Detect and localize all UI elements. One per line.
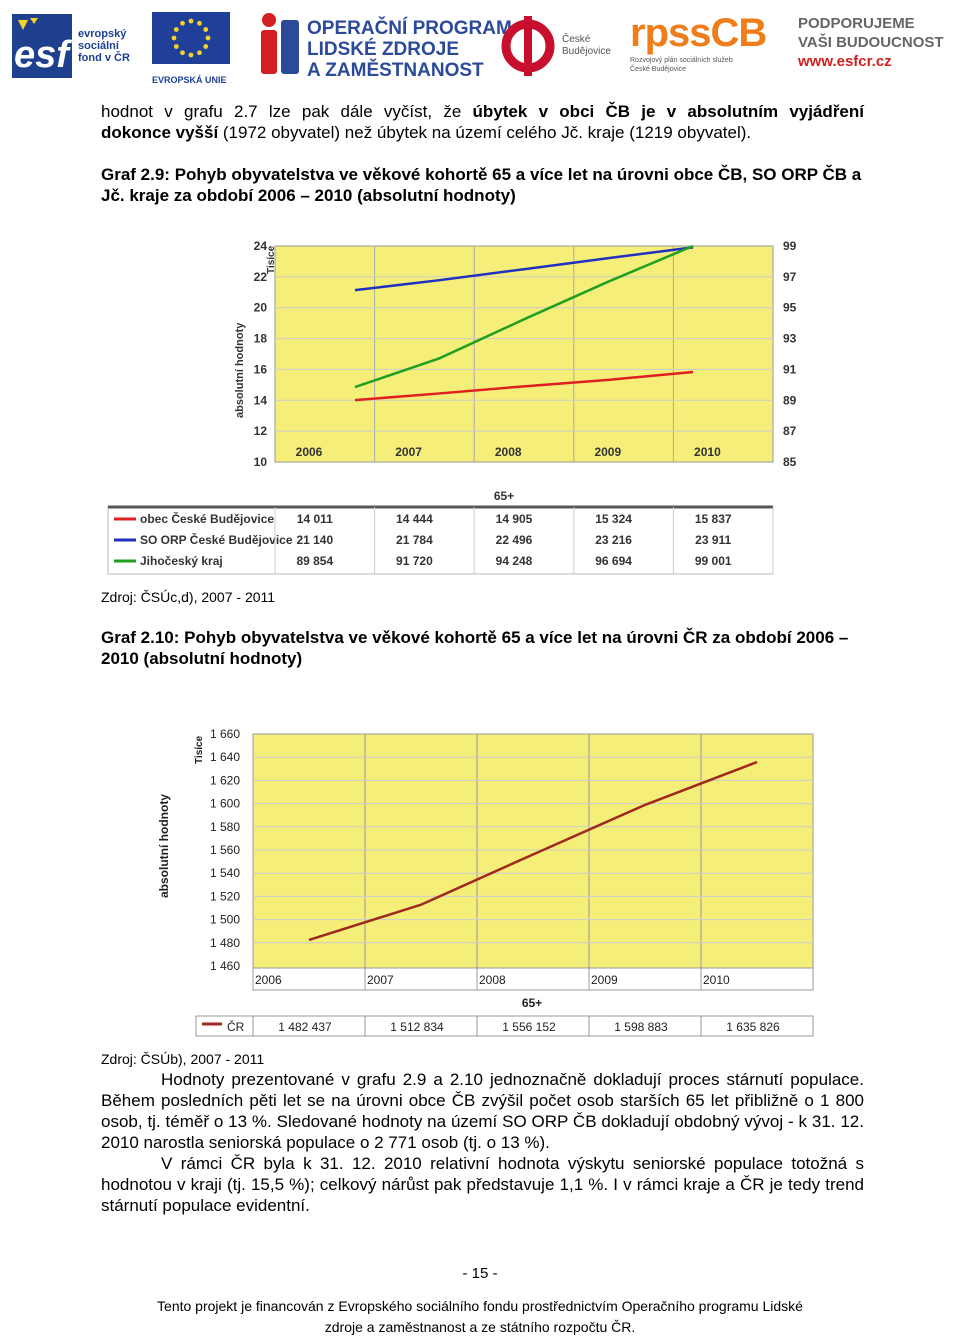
op-line-3: A ZAMĚSTNANOST — [307, 60, 484, 81]
table-cell: 14 905 — [495, 512, 533, 526]
op-line-1: OPERAČNÍ PROGRAM — [307, 18, 512, 39]
y2-tick-label: 85 — [783, 455, 797, 469]
cb-emblem-icon — [502, 10, 560, 80]
esf-line-1: evropský — [78, 28, 127, 40]
y2-tick-label: 91 — [783, 362, 797, 377]
table-cell: 14 444 — [396, 512, 433, 526]
support-line-1: PODPORUJEME — [798, 15, 915, 32]
table-cell: 1 482 437 — [278, 1020, 332, 1034]
y-tick-label: 18 — [253, 331, 267, 346]
cb-line-2: Budějovice — [562, 46, 611, 57]
y2-tick-label: 87 — [783, 424, 797, 439]
y-axis-label: absolutní hodnoty — [234, 322, 246, 418]
rpss-big-text: rpssCB — [630, 11, 767, 55]
table-cell: 22 496 — [495, 533, 533, 547]
legend-label: obec České Budějovice — [140, 512, 275, 526]
esf-line-2: sociální — [78, 40, 119, 52]
y2-tick-label: 99 — [783, 239, 797, 253]
support-line-2: VAŠI BUDOUCNOST — [798, 34, 944, 51]
y-tick-label: 1 540 — [210, 866, 241, 881]
x-tick-label: 2007 — [367, 973, 394, 987]
table-cell: 1 635 826 — [726, 1020, 780, 1034]
y-tick-label: 14 — [253, 393, 267, 408]
esf-logo — [10, 10, 150, 82]
table-cell: 21 140 — [296, 533, 334, 547]
plot-area — [253, 734, 813, 968]
x-axis-label: 65+ — [493, 489, 515, 503]
table-cell: 89 854 — [296, 554, 334, 568]
esf-caption — [78, 28, 130, 64]
y-tick-label: 1 500 — [210, 912, 241, 927]
support-caption — [798, 14, 958, 52]
intro-line-1-regular: hodnot v grafu 2.7 lze pak dále vyčíst, že — [101, 102, 473, 121]
legend-label: SO ORP České Budějovice — [140, 533, 293, 547]
intro-line-1 — [101, 101, 864, 122]
table-cell: 91 720 — [396, 554, 433, 568]
y-tick-label: 16 — [253, 362, 267, 377]
esf-big-text: esf — [14, 34, 69, 76]
eu-logo — [152, 10, 232, 85]
x-axis-label: 65+ — [521, 996, 543, 1010]
esf-line-3: fond v ČR — [78, 52, 130, 64]
y-tick-label: 1 560 — [210, 843, 241, 857]
plot-area — [275, 246, 773, 462]
eu-star-icon — [174, 44, 179, 49]
op-person-icon — [255, 10, 303, 80]
cb-caption — [562, 34, 611, 58]
eu-flag-icon — [152, 10, 232, 66]
eu-star-icon — [197, 21, 202, 26]
chart-graf-2-10 — [150, 720, 820, 1040]
legend-label: ČR — [227, 1020, 245, 1034]
y-tick-label: 1 640 — [210, 750, 241, 765]
cb-logo — [502, 10, 612, 82]
y2-tick-label: 89 — [783, 393, 797, 408]
table-cell: 1 598 883 — [614, 1020, 668, 1034]
x-tick-label: 2009 — [591, 973, 618, 987]
y-tick-label: 10 — [253, 455, 267, 469]
table-cell: 94 248 — [495, 554, 533, 568]
source-1: Zdroj: ČSÚc,d), 2007 - 2011 — [101, 589, 276, 605]
support-logo — [798, 14, 958, 86]
y2-tick-label: 97 — [783, 269, 797, 284]
op-caption — [307, 18, 512, 81]
table-cell: 23 216 — [595, 533, 632, 547]
footer — [0, 1296, 960, 1338]
rpss-sub-1: Rozvojový plán sociálních služeb — [630, 57, 733, 64]
eu-star-icon — [172, 36, 177, 41]
eu-star-icon — [197, 50, 202, 55]
footer-line-2: zdroje a zaměstnanost a ze státního rozpočtu ČR. — [324, 1319, 636, 1335]
y-tick-label: 1 600 — [210, 796, 241, 811]
eu-star-icon — [189, 53, 194, 58]
op-logo — [255, 10, 512, 82]
x-tick-label: 2006 — [295, 445, 323, 459]
y-tick-label: 1 620 — [210, 773, 241, 788]
eu-star-icon — [206, 36, 211, 41]
y-unit-label: Tisíce — [194, 735, 205, 764]
y-tick-label: 1 460 — [210, 959, 241, 973]
table-cell: 99 001 — [694, 554, 732, 568]
y2-tick-label: 95 — [783, 300, 797, 315]
intro-paragraph — [101, 101, 864, 143]
y2-tick-label: 93 — [783, 331, 797, 346]
y-tick-label: 1 660 — [210, 727, 241, 741]
rpss-sub — [630, 56, 790, 74]
y-unit-label: Tisíce — [266, 245, 277, 274]
legend-label: Jihočeský kraj — [140, 554, 223, 568]
page-number: - 15 - — [462, 1265, 498, 1282]
rpss-sub-2: České Budějovice — [630, 66, 687, 73]
rpss-logo — [630, 10, 790, 82]
intro-line-2 — [101, 122, 864, 143]
support-url: www.esfcr.cz — [798, 53, 892, 70]
intro-line-2-bold: dokonce vyšší — [101, 123, 219, 142]
cb-line-1: České — [562, 34, 591, 45]
chart-graf-2-9 — [100, 232, 797, 577]
table-cell: 1 512 834 — [390, 1020, 444, 1034]
eu-star-icon — [180, 50, 185, 55]
y-tick-label: 24 — [253, 239, 267, 253]
y-axis-label: absolutní hodnoty — [157, 794, 171, 898]
table-cell: 23 911 — [695, 533, 732, 547]
paragraph-3: V rámci ČR byla k 31. 12. 2010 relativní hodnota výskytu seniorské populace totožná s hodnotou v kraji (tj. 15,5 %); celkový nárůst pak představuje 1,1 %. I v rámci kraje a ČR je tedy trend stárnutí populace evidentní. — [101, 1154, 864, 1215]
eu-star-icon — [189, 19, 194, 24]
footer-line-1: Tento projekt je financován z Evropského sociálního fondu prostřednictvím Operačního programu Lidské — [157, 1298, 803, 1314]
eu-star-icon — [180, 21, 185, 26]
op-line-2: LIDSKÉ ZDROJE — [307, 39, 460, 60]
table-cell: 14 011 — [296, 512, 333, 526]
y-tick-label: 20 — [253, 300, 267, 315]
intro-line-1-bold: úbytek v obci ČB je v absolutním vyjádření — [472, 102, 864, 121]
y-tick-label: 1 580 — [210, 819, 241, 834]
eu-star-icon — [203, 44, 208, 49]
table-cell: 21 784 — [396, 533, 433, 547]
x-tick-label: 2008 — [494, 445, 522, 459]
x-tick-label: 2008 — [479, 973, 506, 987]
eu-star-icon — [174, 27, 179, 32]
y-tick-label: 1 520 — [210, 889, 241, 904]
graf-2-9-title: Graf 2.9: Pohyb obyvatelstva ve věkové kohortě 65 a více let na úrovni obce ČB, SO ORP ČB a Jč. kraje za období 2006 – 2010 (absolutní hodnoty) — [101, 165, 862, 205]
table-cell: 1 556 152 — [502, 1020, 556, 1034]
x-tick-label: 2009 — [594, 445, 622, 459]
x-tick-label: 2006 — [255, 973, 282, 987]
intro-line-2-regular: (1972 obyvatel) než úbytek na území celého Jč. kraje (1219 obyvatel). — [218, 123, 752, 142]
eu-label: EVROPSKÁ UNIE — [152, 75, 227, 85]
paragraph-2: Hodnoty prezentované v grafu 2.9 a 2.10 jednoznačně dokladují proces stárnutí populace. Během posledních pěti let se na úrovni obce ČB zvýšil počet osob starších 65 let přibližně o 1 800 osob, tj. téměř o 13 %. Sledované hodnoty na území SO ORP ČB dokladují obdobný vývoj - k 31. 12. 2010 narostla seniorská populace o 2 771 osob (tj. o 13 %). — [101, 1070, 864, 1152]
source-2: Zdroj: ČSÚb), 2007 - 2011 — [101, 1051, 265, 1067]
y-tick-label: 1 480 — [210, 935, 241, 950]
x-tick-label: 2010 — [703, 973, 730, 987]
table-cell: 15 324 — [595, 512, 632, 526]
x-tick-label: 2010 — [694, 445, 721, 459]
y-tick-label: 22 — [253, 269, 267, 284]
table-cell: 96 694 — [595, 554, 632, 568]
table-cell: 15 837 — [694, 512, 732, 526]
header-logos — [10, 10, 955, 85]
graf-2-10-title: Graf 2.10: Pohyb obyvatelstva ve věkové kohortě 65 a více let na úrovni ČR za období 2006 – 2010 (absolutní hodnoty) — [101, 628, 849, 668]
y-tick-label: 12 — [253, 424, 267, 439]
x-tick-label: 2007 — [395, 445, 422, 459]
eu-star-icon — [203, 27, 208, 32]
